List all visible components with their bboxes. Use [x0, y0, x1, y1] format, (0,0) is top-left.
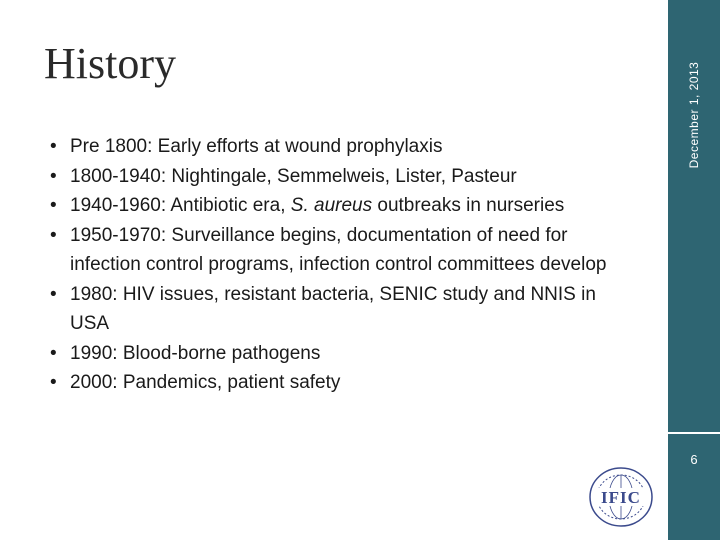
- sidebar-divider: [668, 432, 720, 434]
- logo-text: IFIC: [601, 488, 641, 507]
- bullet-item: • 1980: HIV issues, resistant bacteria, SENIC study and NNIS in USA: [50, 280, 610, 339]
- bullet-item: • 2000: Pandemics, patient safety: [50, 368, 610, 398]
- bullet-list: [50, 132, 610, 398]
- bullet-item: • 1800-1940: Nightingale, Semmelweis, Lister, Pasteur: [50, 162, 610, 192]
- bullet-item: • 1950-1970: Surveillance begins, documentation of need for infection control programs, infection control committees develop: [50, 221, 610, 280]
- slide-title: History: [44, 39, 176, 88]
- bullet-item: • 1940-1960: Antibiotic era, S. aureus outbreaks in nurseries: [50, 191, 610, 221]
- page-number: 6: [690, 452, 698, 467]
- bullet-item: • 1990: Blood-borne pathogens: [50, 339, 610, 369]
- ific-globe-logo-icon: [587, 466, 655, 528]
- bullet-item: • Pre 1800: Early efforts at wound prophylaxis: [50, 132, 610, 162]
- slide-date: December 1, 2013: [687, 61, 701, 169]
